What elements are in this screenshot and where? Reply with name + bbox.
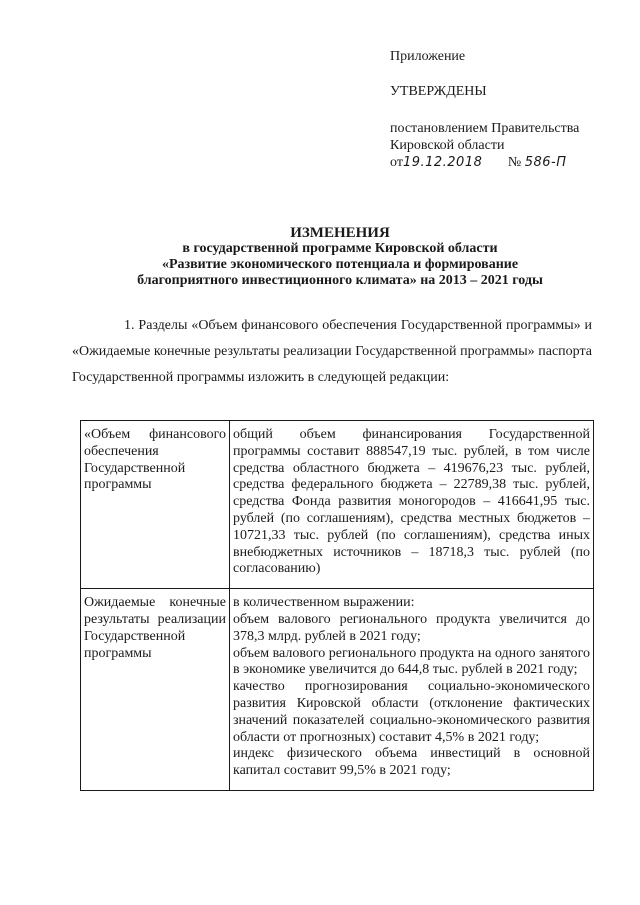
date-prefix: от [390, 155, 403, 170]
title-main: ИЗМЕНЕНИЯ [290, 225, 390, 241]
intro-paragraph [72, 313, 592, 391]
row-label: Ожидаемые конечные результаты реализации Государственной программы [81, 589, 230, 791]
value-line: индекс физического объема инвестиций в основной капитал составит 99,5% в 2021 году; [233, 746, 590, 779]
value-line: объем валового регионального продукта увеличится до 378,3 млрд. рублей в 2021 году; [233, 611, 590, 644]
table-row [81, 421, 594, 589]
row-value [230, 589, 594, 791]
value-line: качество прогнозирования социально-экономического развития Кировской области (отклонение фактических значений показателей социально-экономического развития области от прогнозных) составит 4,5% в 2021 году; [233, 679, 590, 745]
approval-block [390, 48, 620, 171]
decree-line-1: постановлением Правительства [390, 121, 580, 136]
number-prefix: № [507, 155, 522, 170]
title-line-3: благоприятного инвестиционного климата» на 2013 – 2021 годы [137, 273, 543, 288]
value-line: общий объем финансирования Государственной программы составит 888547,19 тыс. рублей, в том числе средства областного бюджета – 419676,23 тыс. рублей, средства федерального бюджета – 22789,38 тыс. рублей, средства Фонда развития моногородов – 416641,95 тыс. рублей (по соглашениям), средства местных бюджетов – 10721,33 тыс. рублей (по соглашениям), средства иных внебюджетных источников – 18718,3 тыс. рублей (по согласованию) [233, 427, 590, 577]
row-label: «Объем финансового обеспечения Государственной программы [81, 421, 230, 589]
table-row [81, 589, 594, 791]
decree-date-line [390, 154, 620, 171]
document-title [60, 225, 620, 289]
value-line: объем валового регионального продукта на одного занятого в экономике увеличится до 644,8 тыс. рублей в 2021 году; [233, 645, 590, 678]
title-line-2: «Развитие экономического потенциала и формирование [161, 257, 519, 272]
passport-table [80, 420, 594, 791]
decree-date: 19.12.2018 [402, 155, 483, 170]
decree-line-2: Кировской области [390, 138, 505, 153]
approved-label: УТВЕРЖДЕНЫ [390, 84, 487, 99]
intro-paragraph-text: 1. Разделы «Объем финансового обеспечения Государственной программы» и «Ожидаемые конечные результаты реализации Государственной программы» паспорта Государственной программы изложить в следующей редакции: [72, 318, 592, 385]
value-line: в количественном выражении: [233, 595, 415, 611]
row-value [230, 421, 594, 589]
decree-number: 586-П [524, 155, 567, 170]
title-line-1: в государственной программе Кировской области [182, 241, 498, 256]
appendix-label: Приложение [390, 49, 466, 64]
